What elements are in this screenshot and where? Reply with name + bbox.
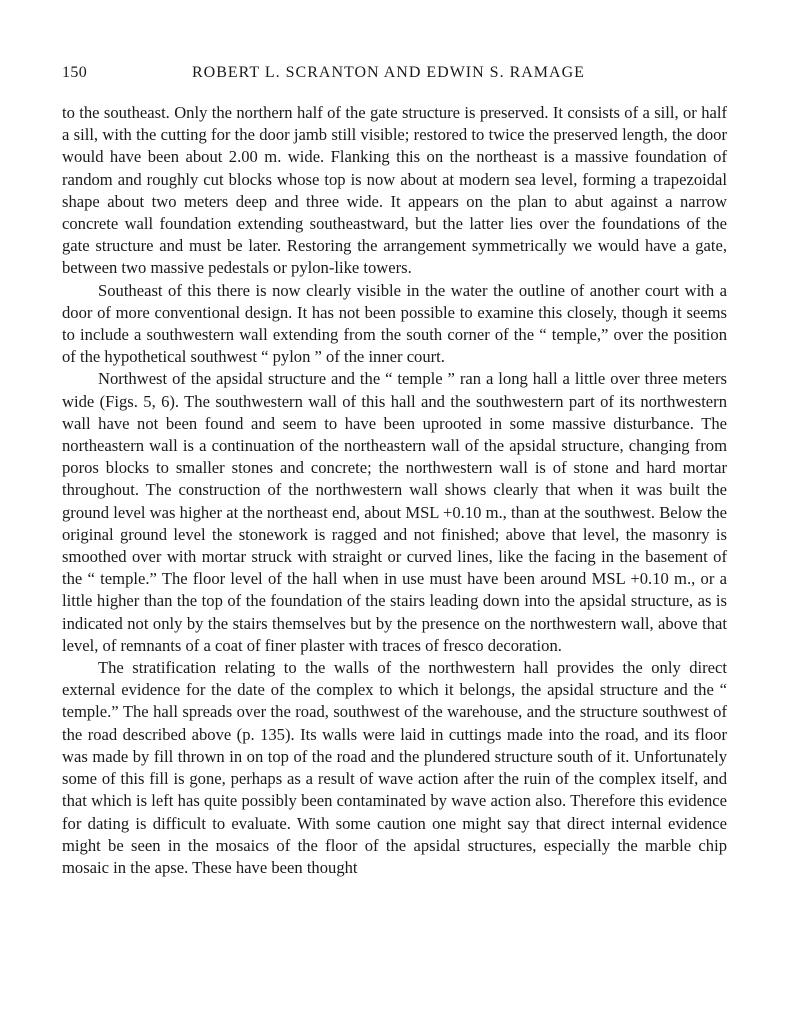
paragraph-4: The stratification relating to the walls of the northwestern hall provides the only direct external evidence for the date of the complex to which it belongs, the apsidal structure and the “ temple.” The hall spreads over the road, southwest of the warehouse, and the structure southwest of the road described above (p. 135). Its walls were laid in cuttings made into the road, and its floor was made by fill thrown in on top of the road and the plundered structure south of it. Unfortunately some of this fill is gone, perhaps as a result of wave action after the ruin of the complex itself, and that which is left has quite possibly been contaminated by wave action also. Therefore this evidence for dating is difficult to evaluate. With some caution one might say that direct internal evidence might be seen in the mosaics of the floor of the apsidal structures, especially the marble chip mosaic in the apse. These have been thought — [62, 658, 727, 877]
paragraph-3: Northwest of the apsidal structure and the “ temple ” ran a long hall a little over three meters wide (Figs. 5, 6). The southwestern wall of this hall and the southwestern part of its northwestern wall have not been found and seem to have been uprooted in some massive disturbance. The northeastern wall is a continuation of the northeastern wall of the apsidal structure, changing from poros blocks to smaller stones and concrete; the northwestern wall is of stone and hard mortar throughout. The construction of the northwestern wall shows clearly that when it was built the ground level was higher at the northeast end, about MSL +0.10 m., than at the southwest. Below the original ground level the stonework is ragged and not finished; above that level, the masonry is smoothed over with mortar struck with straight or curved lines, like the facing in the basement of the “ temple.” The floor level of the hall when in use must have been around MSL +0.10 m., or a little higher than the top of the foundation of the stairs leading down into the apsidal structure, as is indicated not only by the stairs themselves but by the presence on the northwestern wall, above that level, of remnants of a coat of finer plaster with traces of fresco decoration. — [62, 369, 727, 655]
page-header — [62, 64, 727, 88]
running-head: ROBERT L. SCRANTON AND EDWIN S. RAMAGE — [192, 64, 585, 81]
page-number: 150 — [62, 64, 88, 81]
paragraph-1: to the southeast. Only the northern half of the gate structure is preserved. It consists of a sill, or half a sill, with the cutting for the door jamb still visible; restored to twice the preserved length, the door would have been about 2.00 m. wide. Flanking this on the northeast is a massive foundation of random and roughly cut blocks whose top is now about at modern sea level, forming a trapezoidal shape about two meters deep and three wide. It appears on the plan to abut against a narrow concrete wall foundation extending southeastward, but the latter lies over the foundations of the gate structure and must be later. Restoring the arrangement symmetrically we would have a gate, between two massive pedestals or pylon-like towers. — [62, 103, 727, 278]
paragraph-2: Southeast of this there is now clearly visible in the water the outline of another court with a door of more conventional design. It has not been possible to examine this closely, though it seems to include a southwestern wall extending from the south corner of the “ temple,” over the position of the hypothetical southwest “ pylon ” of the inner court. — [62, 280, 727, 367]
body-text — [62, 102, 727, 879]
